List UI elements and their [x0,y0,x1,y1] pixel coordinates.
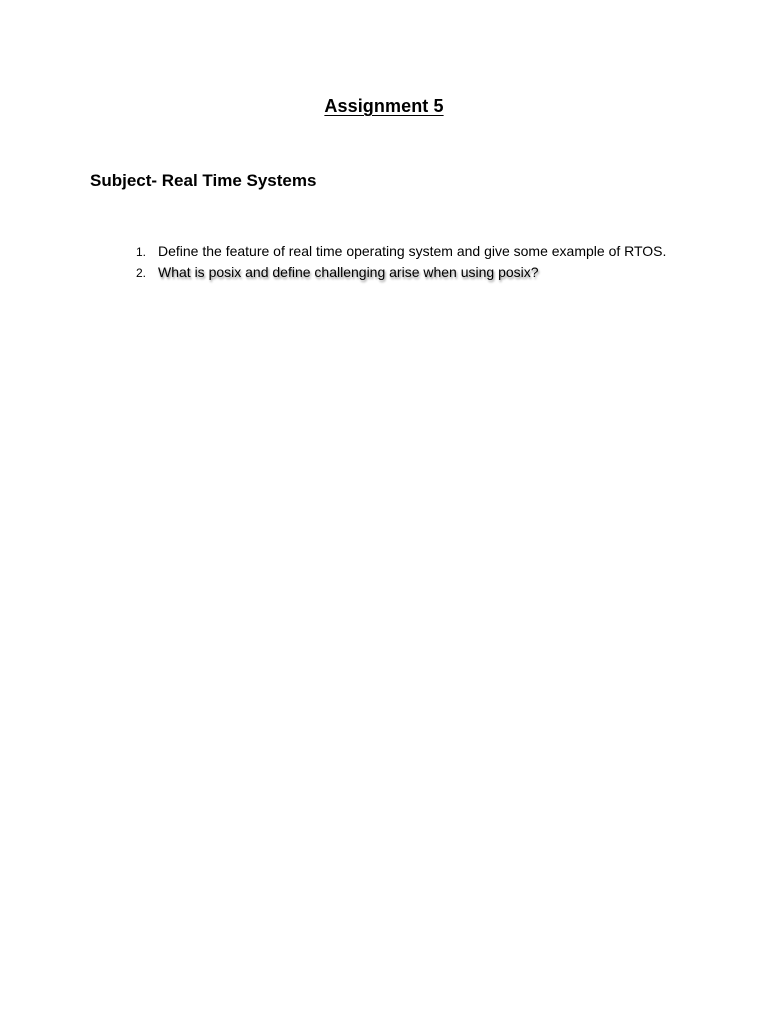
question-item-1 [130,241,730,262]
document-title: Assignment 5 [324,96,444,116]
question-text: Define the feature of real time operating system and give some example of RTOS. [158,243,667,259]
question-item-2 [130,262,730,283]
question-text: What is posix and define challenging arise when using posix? [158,264,539,280]
question-number: 1. [136,245,147,259]
subject-heading: Subject- Real Time Systems [90,171,317,190]
question-list [130,241,730,283]
question-number: 2. [136,266,147,280]
